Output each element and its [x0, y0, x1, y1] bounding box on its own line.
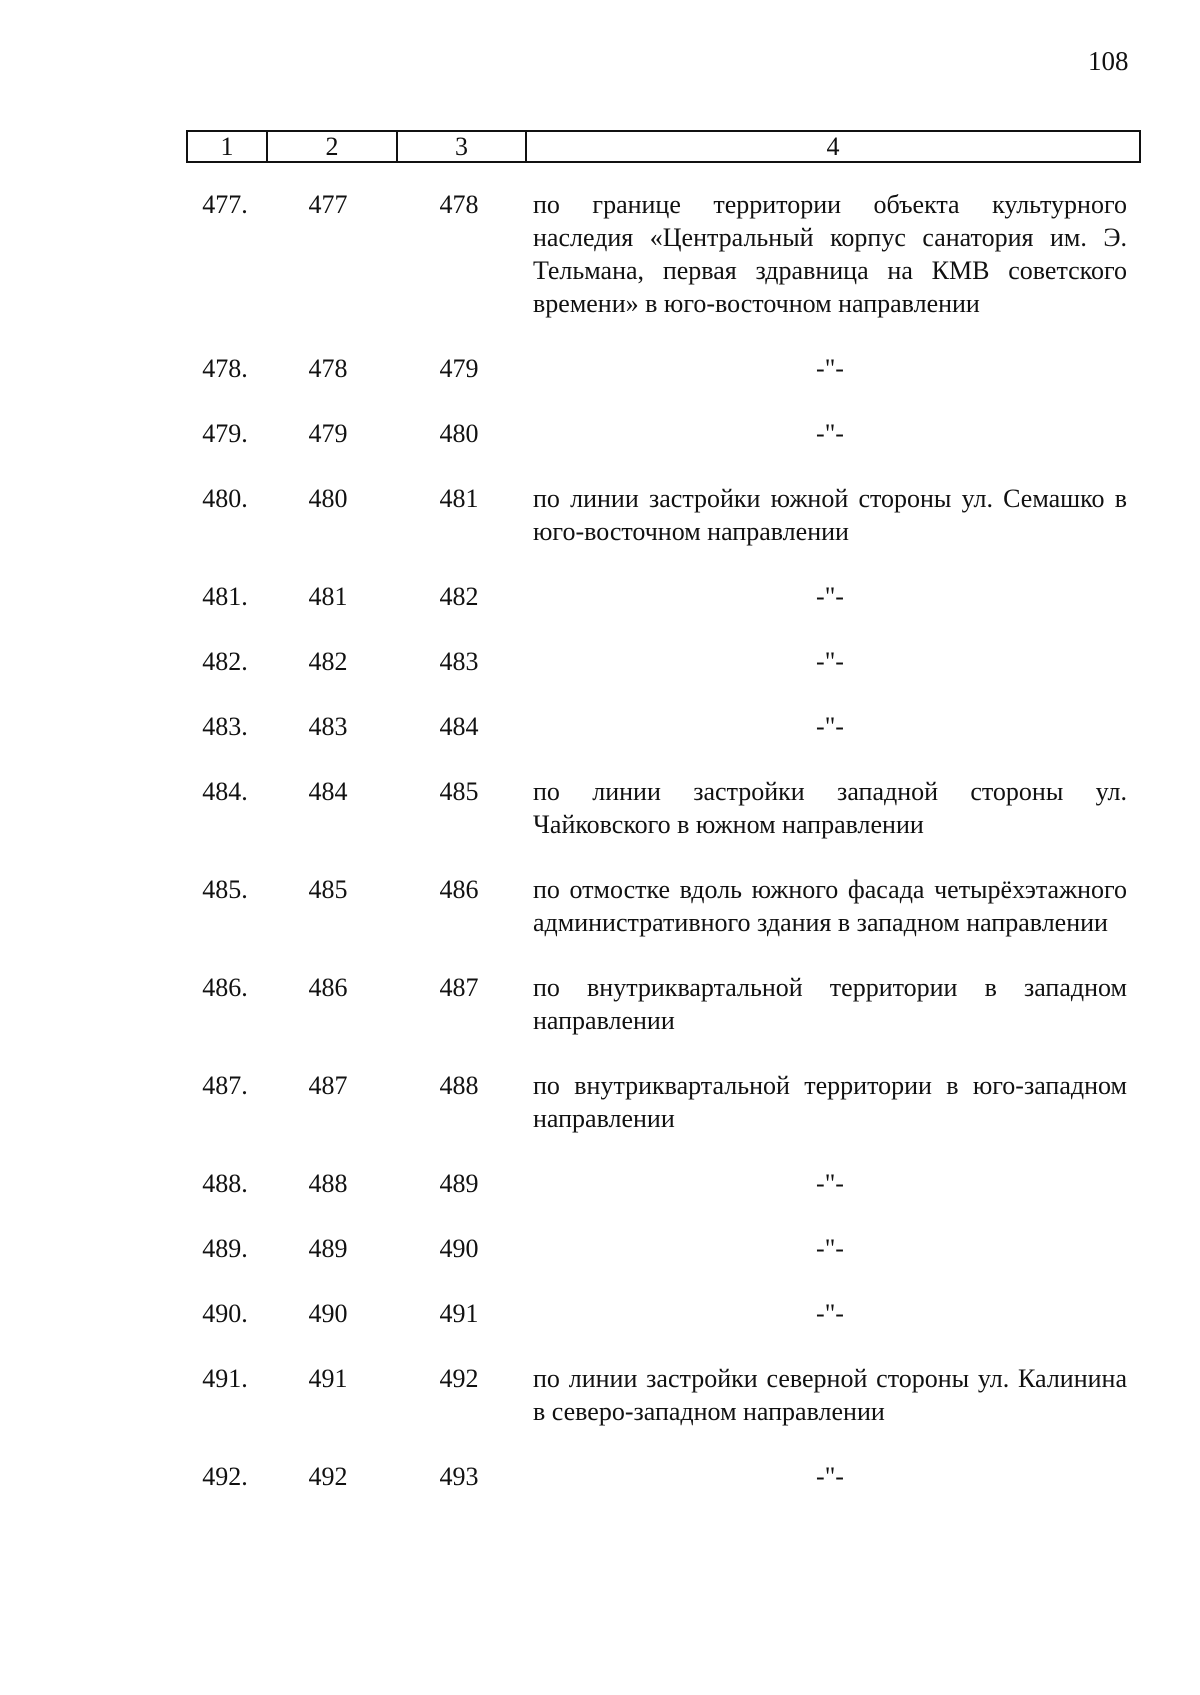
row-number: 477. — [202, 190, 248, 219]
point-to: 482 — [439, 582, 479, 611]
row-number: 487. — [202, 1071, 248, 1100]
table-row — [0, 482, 1200, 548]
row-number: 486. — [202, 973, 248, 1002]
boundary-description: -"- — [816, 647, 844, 676]
boundary-description: по линии застройки западной стороны ул. Чайковского в южном направлении — [533, 777, 1127, 839]
point-from: 485 — [308, 875, 348, 904]
table-row — [0, 645, 1200, 678]
boundary-description: -"- — [816, 1234, 844, 1263]
point-from: 492 — [308, 1462, 348, 1491]
point-from: 482 — [308, 647, 348, 676]
point-to: 480 — [439, 419, 479, 448]
point-to: 484 — [439, 712, 479, 741]
row-number: 479. — [202, 419, 248, 448]
point-from: 480 — [308, 484, 348, 513]
boundary-description: по отмостке вдоль южного фасада четырёхэтажного административного здания в западном направлении — [533, 875, 1127, 937]
row-number: 492. — [202, 1462, 248, 1491]
boundary-description: -"- — [816, 582, 844, 611]
header-col-2: 2 — [268, 132, 398, 161]
point-from: 490 — [308, 1299, 348, 1328]
boundary-description: -"- — [816, 1169, 844, 1198]
header-col-3: 3 — [398, 132, 527, 161]
point-to: 487 — [439, 973, 479, 1002]
header-col-4: 4 — [826, 132, 840, 161]
row-number: 488. — [202, 1169, 248, 1198]
point-from: 487 — [308, 1071, 348, 1100]
point-to: 492 — [439, 1364, 479, 1393]
point-to: 489 — [439, 1169, 479, 1198]
boundary-description: -"- — [816, 1462, 844, 1491]
table-row — [0, 1069, 1200, 1135]
table-row — [0, 417, 1200, 450]
table-row — [0, 1460, 1200, 1493]
table-row — [0, 971, 1200, 1037]
point-from: 486 — [308, 973, 348, 1002]
point-from: 477 — [308, 190, 348, 219]
table-row — [0, 352, 1200, 385]
point-from: 481 — [308, 582, 348, 611]
table-header — [186, 130, 1141, 163]
table-body — [0, 188, 1200, 1493]
table-row — [0, 1297, 1200, 1330]
point-from: 491 — [308, 1364, 348, 1393]
point-to: 493 — [439, 1462, 479, 1491]
row-number: 482. — [202, 647, 248, 676]
point-to: 481 — [439, 484, 479, 513]
row-number: 480. — [202, 484, 248, 513]
boundary-description: -"- — [816, 354, 844, 383]
page-number: 108 — [1088, 46, 1129, 76]
boundary-description: -"- — [816, 1299, 844, 1328]
point-from: 479 — [308, 419, 348, 448]
table-row — [0, 710, 1200, 743]
boundary-description: по внутриквартальной территории в западном направлении — [533, 973, 1127, 1035]
row-number: 485. — [202, 875, 248, 904]
table-row — [0, 873, 1200, 939]
boundary-description: по внутриквартальной территории в юго-западном направлении — [533, 1071, 1127, 1133]
point-to: 488 — [439, 1071, 479, 1100]
row-number: 478. — [202, 354, 248, 383]
row-number: 489. — [202, 1234, 248, 1263]
boundary-description: по границе территории объекта культурного наследия «Центральный корпус санатория им. Э. Тельмана, первая здравница на КМВ советского времени» в юго-восточном направлении — [533, 190, 1127, 318]
table-row — [0, 580, 1200, 613]
boundary-description: -"- — [816, 419, 844, 448]
table-row — [0, 188, 1200, 320]
row-number: 481. — [202, 582, 248, 611]
row-number: 491. — [202, 1364, 248, 1393]
table-row — [0, 1232, 1200, 1265]
header-col-1: 1 — [188, 132, 268, 161]
point-to: 479 — [439, 354, 479, 383]
point-from: 478 — [308, 354, 348, 383]
point-to: 491 — [439, 1299, 479, 1328]
point-from: 489 — [308, 1234, 348, 1263]
point-to: 490 — [439, 1234, 479, 1263]
point-to: 478 — [439, 190, 479, 219]
table-row — [0, 1167, 1200, 1200]
point-to: 486 — [439, 875, 479, 904]
table-row — [0, 775, 1200, 841]
row-number: 490. — [202, 1299, 248, 1328]
boundary-description: -"- — [816, 712, 844, 741]
boundary-description: по линии застройки южной стороны ул. Семашко в юго-восточном направлении — [533, 484, 1127, 546]
table-row — [0, 1362, 1200, 1428]
boundary-description: по линии застройки северной стороны ул. Калинина в северо-западном направлении — [533, 1364, 1127, 1426]
point-from: 488 — [308, 1169, 348, 1198]
point-from: 484 — [308, 777, 348, 806]
row-number: 483. — [202, 712, 248, 741]
row-number: 484. — [202, 777, 248, 806]
point-to: 483 — [439, 647, 479, 676]
point-from: 483 — [308, 712, 348, 741]
point-to: 485 — [439, 777, 479, 806]
